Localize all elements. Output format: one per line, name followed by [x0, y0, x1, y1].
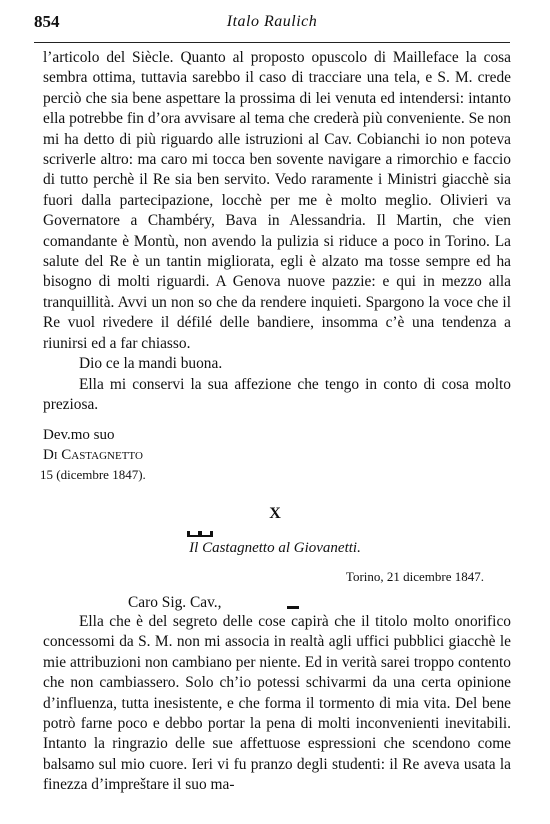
letter-ix-paragraph-3: Ella mi conservi la sua affezione che tengo in conto di cosa molto preziosa. [43, 375, 511, 413]
letter-salutation: Caro Sig. Cav., [128, 594, 222, 611]
running-title: Italo Raulich [226, 13, 318, 30]
letter-title: Il Castagnetto al Giovanetti. [189, 540, 361, 556]
letter-x-paragraph: Ella che è del segreto delle cose capirà che il titolo molto onorifico concessomi da S. M. non mi associa in realtà agli uffici pubblici giacchè le mie attribuzioni non cambiano per niente. Ed in verità sarei troppo contento che non cambiassero. Solo ch’io potessi schivarmi da una certa opinione d’influenza, tutta inesistente, e che forma il tormento di mia vita. Del bene potrò farne poco e debbo portar la pena di molti inconvenienti inevitabili. Intanto la ringrazio delle sue affettuose espressioni che scendono come balsamo sul mio cuore. Ieri vi fu pranzo degli studenti: il Re aveva usata la finezza d’impreštare il suo ma- [43, 613, 511, 794]
page-header [34, 12, 510, 38]
library-stamp-mark [187, 531, 213, 537]
header-rule [34, 42, 510, 43]
letter-ix-closing: Dev.mo suo [43, 427, 115, 444]
letter-place-date: Torino, 21 dicembre 1847. [345, 569, 484, 584]
letter-ix-date: 15 (dicembre 1847). [40, 467, 146, 482]
letter-ix-body [43, 48, 511, 465]
letter-ix-paragraph-1: l’articolo del Siècle. Quanto al proposto opuscolo di Mailleface la cosa sembra ottima, tuttavia sarebbo il caso di tracciare una tela, e S. M. crede perciò che sia bene aspettare la prossima di lei venuta ed intendersi: intanto ella potrebbe fin d’ora avvisare al tema che crederà più conveniente. Se non mi ha detto di più riguardo alle istruzioni al Cav. Cobianchi io non poteva scriverle altro: ma caro mi tocca ben sovente navigare a rimorchio e faccio di tutto perchè il Re sia ben servito. Vedo raramente i Ministri giacchè sia fuori dalla partecipazione, locchè per me è molto meglio. Olivieri va Governatore a Chambéry, Bava in Alessandria. Il Martin, che vien comandante è Montù, non avendo la pulizia si riduce a poco in Torino. La salute del Re è un tantin migliorata, egli è alzato ma tosse sempre ed ha bisogno di molti riguardi. A Genova nuove pazzie: e qui in mezzo alla tranquillità. Avvi un non so che da rendere inquieti. Spargono la voce che il Re vuol rivedere il défilé delle bandiere, insomma c’è una tendenza a riunirsi ed a far chiasso. [43, 49, 511, 352]
page-number: 854 [34, 12, 60, 31]
ink-mark [287, 606, 299, 609]
letter-ix-paragraph-2: Dio ce la mandi buona. [79, 355, 223, 373]
letter-ix-signature: Di Castagnetto [43, 447, 143, 464]
letter-x-body [43, 612, 511, 796]
letter-number: X [269, 505, 281, 522]
